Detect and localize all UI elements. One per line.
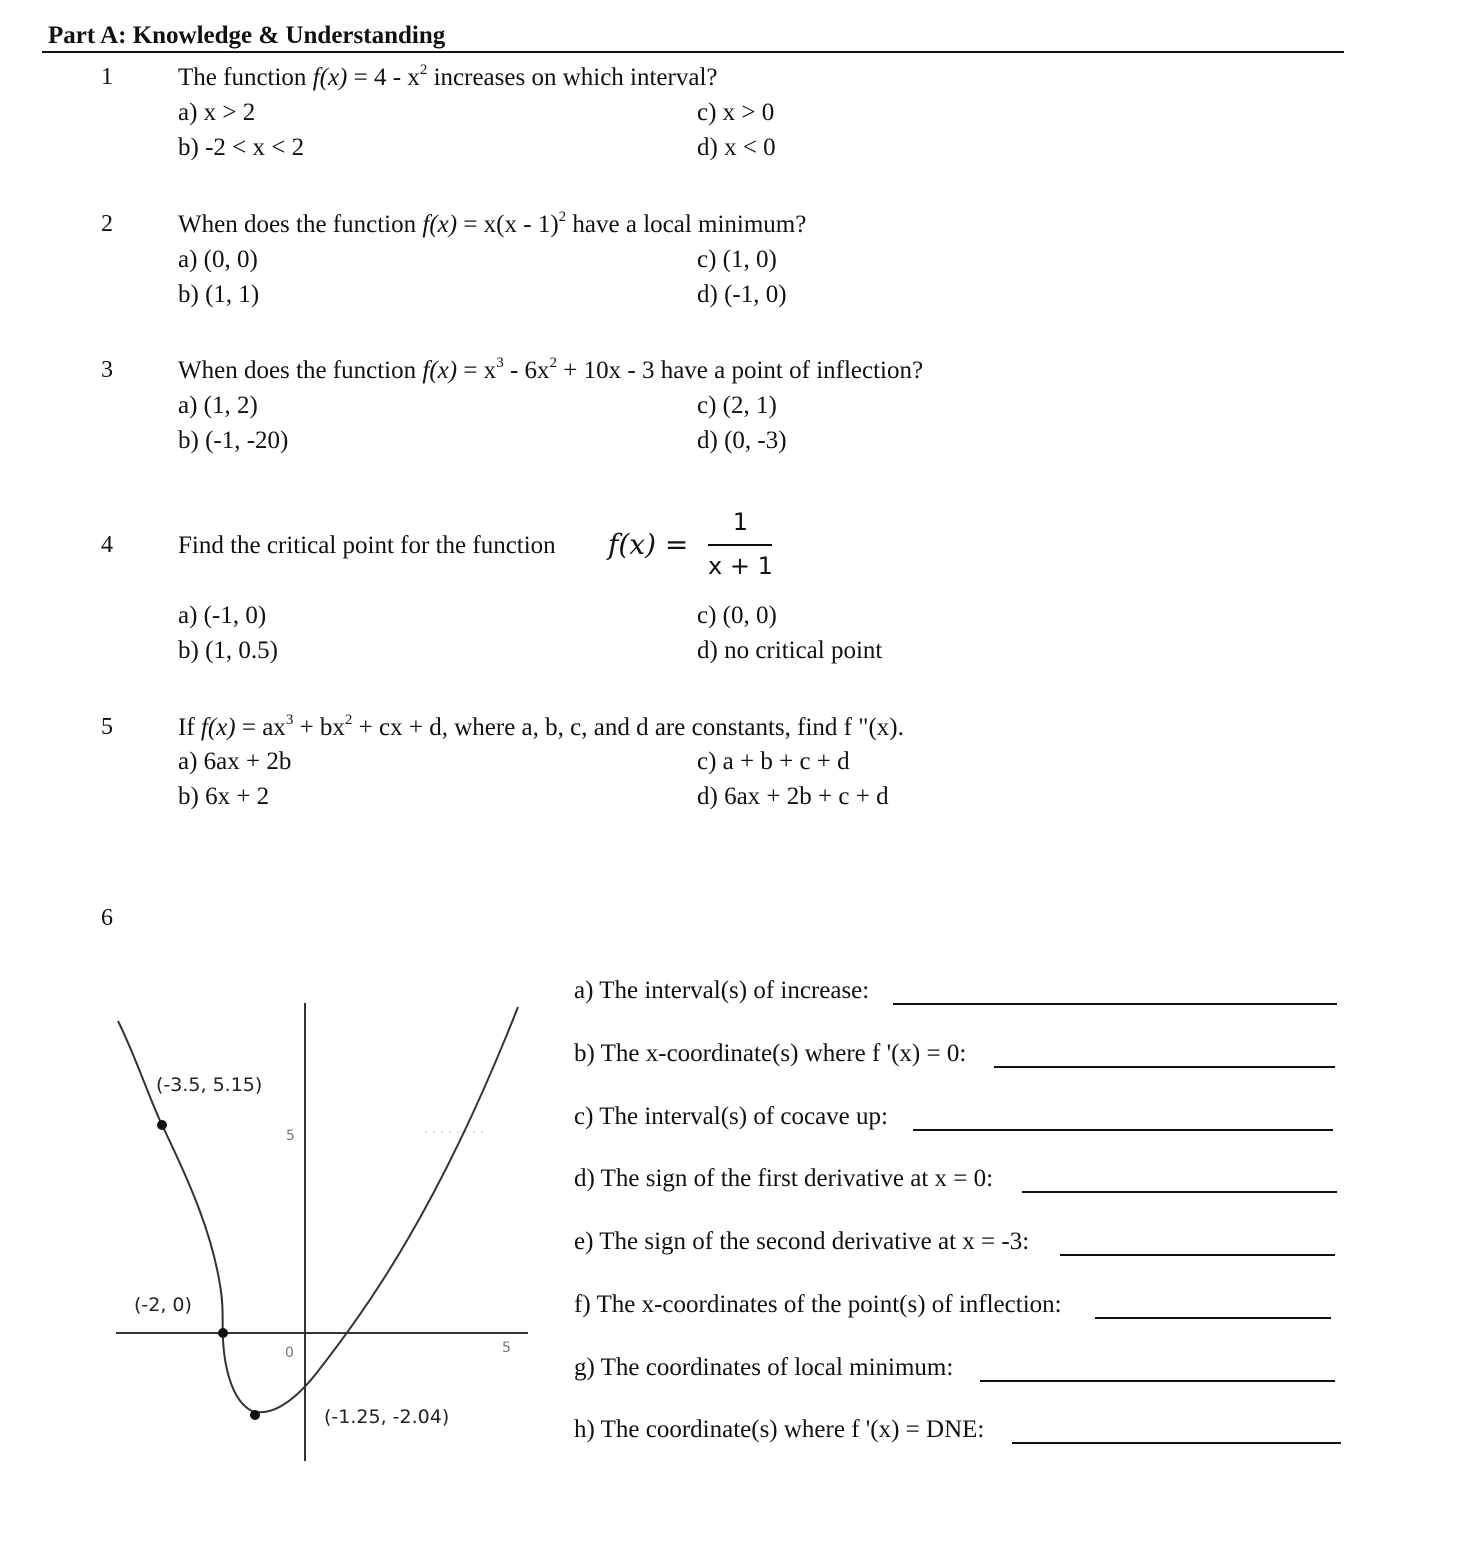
fraction-numerator: 1: [732, 508, 749, 536]
question-text: The function $f(x) = 4 - x^2$ increases on which interval?: [178, 62, 718, 91]
option-a: a) 6ax + 2b: [178, 748, 292, 775]
option-c: c) x > 0: [697, 99, 775, 126]
section-title: Part A: Knowledge & Understanding: [48, 22, 446, 49]
option-d: d) no critical point: [697, 637, 883, 664]
answer-line-f[interactable]: [1095, 1317, 1331, 1319]
question-number: 5: [101, 714, 113, 740]
point-label: (-1.25, -2.04): [324, 1406, 450, 1428]
answer-line-d[interactable]: [1022, 1191, 1337, 1193]
prompt-b: b) The x-coordinate(s) where f '(x) = 0:: [574, 1040, 967, 1067]
option-c: c) (0, 0): [697, 602, 777, 629]
function-curve: [118, 1007, 518, 1412]
fraction: [708, 508, 773, 580]
option-c: c) (1, 0): [697, 246, 777, 273]
answer-line-c[interactable]: [913, 1129, 1333, 1131]
question-number: 2: [101, 211, 113, 237]
option-b: b) -2 < x < 2: [178, 134, 305, 161]
question-number: 4: [101, 532, 113, 558]
tick-label: 0: [285, 1345, 294, 1361]
tick-label: 5: [502, 1340, 511, 1356]
fraction-bar: [708, 544, 772, 546]
answer-line-g[interactable]: [980, 1380, 1335, 1382]
point-marker: [157, 1120, 167, 1130]
option-b: b) (-1, -20): [178, 427, 289, 454]
prompt-e: e) The sign of the second derivative at x = -3:: [574, 1228, 1030, 1255]
option-b: b) 6x + 2: [178, 783, 270, 810]
question-number: 6: [101, 905, 113, 931]
prompt-d: d) The sign of the first derivative at x = 0:: [574, 1165, 994, 1192]
option-d: d) (-1, 0): [697, 281, 787, 308]
question-text: When does the function $f(x) = x^3 - 6x^2 + 10x - 3$ have a point of inflection?: [178, 355, 924, 384]
function-graph: [100, 995, 540, 1475]
question-number: 3: [101, 357, 113, 383]
point-marker: [218, 1328, 228, 1338]
option-c: c) a + b + c + d: [697, 748, 850, 775]
question-text: If $f(x) = ax^3 + bx^2$ + cx + d, where a, b, c, and d are constants, find f "(x).: [178, 712, 904, 741]
option-c: c) (2, 1): [697, 392, 777, 419]
answer-line-e[interactable]: [1060, 1254, 1335, 1256]
option-d: d) 6ax + 2b + c + d: [697, 783, 889, 810]
point-label: (-2, 0): [134, 1294, 192, 1316]
prompt-c: c) The interval(s) of cocave up:: [574, 1103, 888, 1130]
fraction-denominator: x + 1: [708, 552, 773, 580]
prompt-a: a) The interval(s) of increase:: [574, 977, 870, 1004]
option-d: d) x < 0: [697, 134, 776, 161]
point-label: (-3.5, 5.15): [156, 1074, 263, 1096]
title-underline: [42, 51, 1344, 53]
question-number: 1: [101, 64, 113, 90]
option-b: b) (1, 1): [178, 281, 260, 308]
answer-line-b[interactable]: [994, 1066, 1335, 1068]
option-b: b) (1, 0.5): [178, 637, 278, 664]
tick-label: 5: [286, 1128, 295, 1144]
question-text: Find the critical point for the function: [178, 532, 556, 559]
prompt-f: f) The x-coordinates of the point(s) of inflection:: [574, 1291, 1062, 1318]
prompt-h: h) The coordinate(s) where f '(x) = DNE:: [574, 1416, 985, 1443]
answer-line-a[interactable]: [893, 1003, 1337, 1005]
question-text: When does the function f(x) = x(x - 1)$^2$ have a local minimum?: [178, 209, 807, 238]
answer-line-h[interactable]: [1012, 1442, 1341, 1444]
prompt-g: g) The coordinates of local minimum:: [574, 1354, 954, 1381]
point-marker: [250, 1410, 260, 1420]
option-a: a) (-1, 0): [178, 602, 267, 629]
option-d: d) (0, -3): [697, 427, 787, 454]
option-a: a) (1, 2): [178, 392, 258, 419]
function-lhs: f(x) =: [608, 528, 689, 561]
option-a: a) x > 2: [178, 99, 256, 126]
option-a: a) (0, 0): [178, 246, 258, 273]
